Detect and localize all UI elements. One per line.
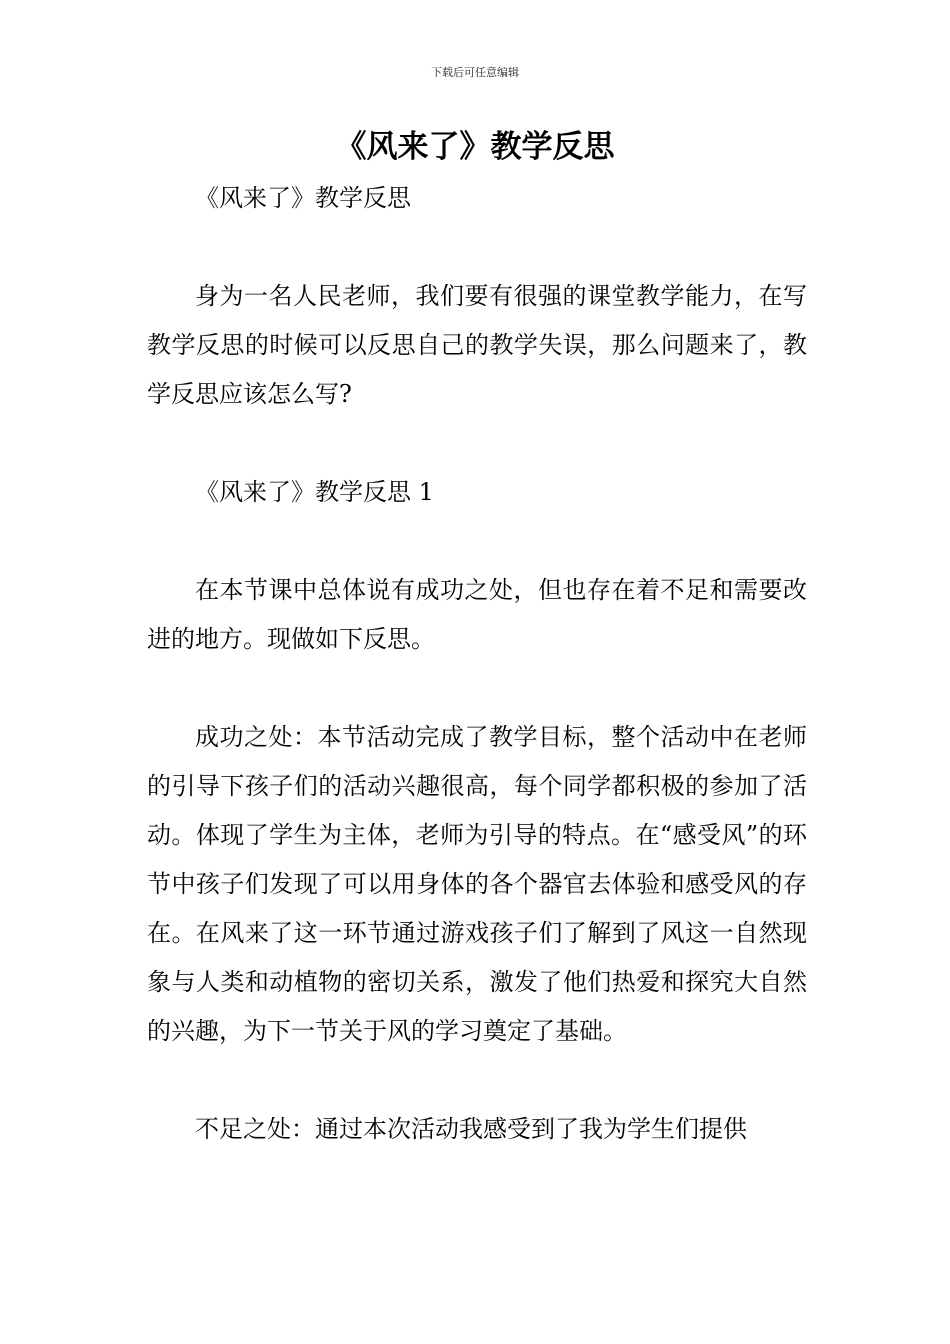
paragraph-spacer	[147, 1056, 807, 1105]
subtitle-paragraph: 《风来了》教学反思	[195, 184, 411, 212]
paragraph-spacer	[147, 664, 807, 713]
paragraph-spacer	[147, 223, 807, 272]
paragraph-spacer	[147, 419, 807, 468]
success-paragraph: 成功之处：本节活动完成了教学目标，整个活动中在老师的引导下孩子们的活动兴趣很高，每个同学都积极的参加了活动。体现了学生为主体，老师为引导的特点。在“感受风”的环节中孩子们发现了可以用身体的各个器官去体验和感受风的存在。在风来了这一环节通过游戏孩子们了解到了风这一自然现象与人类和动植物的密切关系，激发了他们热爱和探究大自然的兴趣，为下一节关于风的学习奠定了基础。	[147, 723, 807, 1045]
section-heading: 《风来了》教学反思 1	[195, 478, 434, 506]
intro-paragraph: 身为一名人民老师，我们要有很强的课堂教学能力，在写教学反思的时候可以反思自己的教学失误，那么问题来了，教学反思应该怎么写?	[147, 282, 807, 408]
shortcoming-paragraph: 不足之处：通过本次活动我感受到了我为学生们提供	[195, 1115, 747, 1143]
header-note: 下载后可任意编辑	[431, 66, 519, 79]
overview-paragraph: 在本节课中总体说有成功之处，但也存在着不足和需要改进的地方。现做如下反思。	[147, 576, 807, 653]
document-title: 《风来了》教学反思	[335, 129, 615, 165]
document-body	[147, 174, 807, 1154]
paragraph-spacer	[147, 517, 807, 566]
